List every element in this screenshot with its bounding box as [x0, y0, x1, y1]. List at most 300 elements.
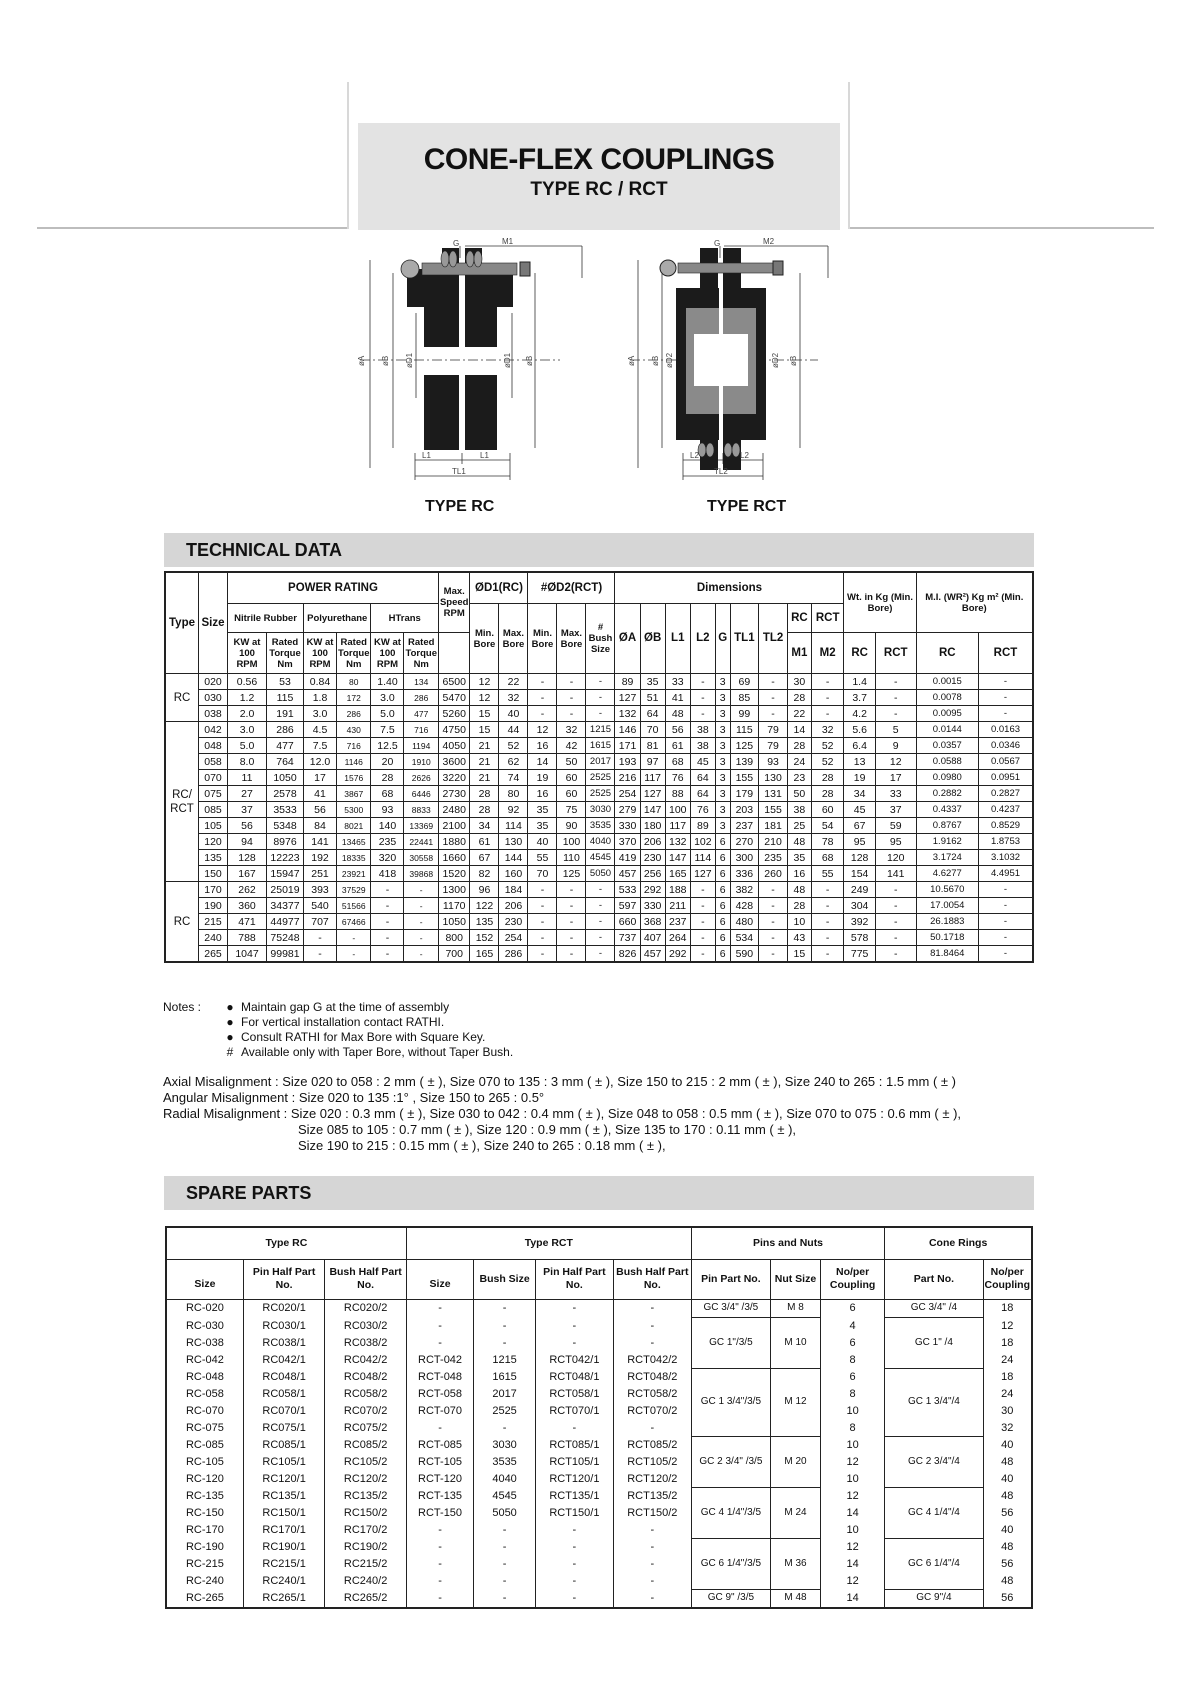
- pin-part-cell: GC 4 1/4"/3/5: [691, 1487, 770, 1538]
- tech-cell: 22: [499, 674, 528, 690]
- tech-cell: 764: [267, 754, 304, 770]
- tech-cell: -: [875, 898, 916, 914]
- tech-cell: 105: [199, 818, 228, 834]
- spare-row: [166, 1317, 1032, 1334]
- tech-cell: -: [404, 914, 438, 930]
- tech-cell: 62: [499, 754, 528, 770]
- tech-cell: 1194: [404, 738, 438, 754]
- cone-per-coupling-cell: 18: [983, 1334, 1032, 1351]
- tech-cell: 21: [470, 754, 499, 770]
- pins-per-coupling-cell: 12: [820, 1487, 884, 1504]
- tech-cell: 5.0: [228, 738, 267, 754]
- cone-per-coupling-cell: 48: [983, 1453, 1032, 1470]
- tech-cell: 3: [715, 706, 730, 722]
- svg-text:L1: L1: [422, 451, 431, 460]
- rc-bush-half-cell: RC135/2: [325, 1487, 407, 1504]
- col-type-rct: Type RCT: [406, 1227, 691, 1259]
- pins-per-coupling-cell: 12: [820, 1453, 884, 1470]
- rct-bush-half-cell: RCT042/2: [613, 1351, 691, 1368]
- tech-cell: -: [759, 930, 788, 946]
- tech-cell: -: [557, 882, 586, 898]
- note-text: For vertical installation contact RATHI.: [241, 1015, 445, 1029]
- tech-cell: 0.0144: [916, 722, 978, 738]
- tech-cell: 1146: [337, 754, 371, 770]
- tech-cell: 93: [371, 802, 404, 818]
- tech-cell: 533: [615, 882, 640, 898]
- col-type-rc: Type RC: [166, 1227, 406, 1259]
- col-rct-pin-half: Pin Half Part No.: [535, 1259, 613, 1299]
- tech-cell: 058: [199, 754, 228, 770]
- tech-cell: 15: [787, 946, 811, 963]
- cone-per-coupling-cell: 24: [983, 1351, 1032, 1368]
- spare-parts-table: [165, 1226, 1033, 1609]
- tech-cell: 1215: [586, 722, 615, 738]
- tech-cell: 6: [715, 850, 730, 866]
- tech-cell: 21: [470, 770, 499, 786]
- tech-cell: 2578: [267, 786, 304, 802]
- tech-cell: 64: [640, 706, 665, 722]
- tech-cell: 16: [787, 866, 811, 882]
- tech-cell: 82: [470, 866, 499, 882]
- col-min-bore: Min. Bore: [470, 604, 499, 674]
- tech-cell: 6: [715, 882, 730, 898]
- tech-cell: 59: [875, 818, 916, 834]
- tech-cell: 8833: [404, 802, 438, 818]
- tech-cell: 131: [759, 786, 788, 802]
- rct-size-cell: RCT-085: [406, 1436, 473, 1453]
- tech-cell: -: [528, 706, 557, 722]
- rc-size-cell: RC-170: [166, 1521, 243, 1538]
- tech-cell: 1047: [228, 946, 267, 963]
- spare-row: [166, 1589, 1032, 1608]
- tech-cell: 141: [875, 866, 916, 882]
- tech-cell: 64: [690, 786, 715, 802]
- tech-cell: -: [586, 930, 615, 946]
- rc-bush-half-cell: RC190/2: [325, 1538, 407, 1555]
- tech-cell: 6500: [438, 674, 470, 690]
- tech-cell: 37529: [337, 882, 371, 898]
- col-rct-bush-half: Bush Half Part No.: [613, 1259, 691, 1299]
- tech-cell: 52: [811, 738, 844, 754]
- tech-cell: 251: [304, 866, 337, 882]
- tech-cell: 69: [730, 674, 759, 690]
- rct-bush-half-cell: -: [613, 1317, 691, 1334]
- tech-cell: -: [528, 690, 557, 706]
- tech-cell: 9: [875, 738, 916, 754]
- tech-cell: 190: [199, 898, 228, 914]
- tech-cell: 1910: [404, 754, 438, 770]
- tech-cell: 3.0: [371, 690, 404, 706]
- col-max-bore: Max. Bore: [499, 604, 528, 674]
- tech-cell: -: [875, 946, 916, 963]
- col-mi-rct: RCT: [979, 633, 1034, 674]
- tech-cell: -: [811, 946, 844, 963]
- cone-part-cell: GC 4 1/4"/4: [885, 1487, 983, 1538]
- tech-cell: -: [371, 946, 404, 963]
- tech-cell: 0.0078: [916, 690, 978, 706]
- rct-pin-half-cell: RCT048/1: [535, 1368, 613, 1385]
- rct-bush-half-cell: RCT135/2: [613, 1487, 691, 1504]
- rc-bush-half-cell: RC048/2: [325, 1368, 407, 1385]
- tech-cell: 1880: [438, 834, 470, 850]
- tech-cell: 0.4337: [916, 802, 978, 818]
- tech-cell: 540: [304, 898, 337, 914]
- rct-size-cell: -: [406, 1538, 473, 1555]
- rc-size-cell: RC-048: [166, 1368, 243, 1385]
- tech-cell: -: [690, 930, 715, 946]
- svg-text:øD2: øD2: [665, 352, 674, 368]
- rc-pin-half-cell: RC030/1: [243, 1317, 325, 1334]
- col-min-bore-rct: Min. Bore: [528, 604, 557, 674]
- tech-cell: 114: [690, 850, 715, 866]
- rct-size-cell: -: [406, 1334, 473, 1351]
- tech-cell: 130: [499, 834, 528, 850]
- col-d1: ØD1(RC): [470, 572, 528, 604]
- tech-cell: 660: [615, 914, 640, 930]
- tech-cell: 37: [228, 802, 267, 818]
- tech-cell: 35: [528, 802, 557, 818]
- tech-cell: 50: [787, 786, 811, 802]
- technical-data-table: [164, 571, 1034, 963]
- tech-cell: 038: [199, 706, 228, 722]
- tech-cell: 1.8753: [979, 834, 1034, 850]
- tech-cell: 1.8: [304, 690, 337, 706]
- tech-cell: 100: [557, 834, 586, 850]
- note-text: Available only with Taper Bore, without Taper Bush.: [241, 1045, 514, 1059]
- rc-size-cell: RC-038: [166, 1334, 243, 1351]
- rct-bush-size-cell: -: [474, 1589, 536, 1608]
- tech-cell: 28: [811, 786, 844, 802]
- tech-cell: -: [371, 882, 404, 898]
- tech-cell: 30: [787, 674, 811, 690]
- cone-per-coupling-cell: 18: [983, 1368, 1032, 1385]
- rc-size-cell: RC-020: [166, 1299, 243, 1317]
- nut-size-cell: M 12: [770, 1368, 820, 1436]
- tech-cell: 716: [404, 722, 438, 738]
- tech-cell: 304: [844, 898, 875, 914]
- tech-cell: 6.4: [844, 738, 875, 754]
- tech-cell: 56: [665, 722, 690, 738]
- axial-misalignment: Axial Misalignment : Size 020 to 058 : 2 mm ( ± ), Size 070 to 135 : 3 mm ( ± ), Size 150 to 215 : 2 mm ( ± ), Size 240 to 265 : 1.5 mm ( ± ): [163, 1074, 956, 1089]
- rct-pin-half-cell: -: [535, 1538, 613, 1555]
- tech-cell: 597: [615, 898, 640, 914]
- note-bullet: ●: [226, 1030, 234, 1044]
- rc-size-cell: RC-042: [166, 1351, 243, 1368]
- tech-cell: 10: [787, 914, 811, 930]
- rct-bush-size-cell: 1215: [474, 1351, 536, 1368]
- col-cone-rings: Cone Rings: [885, 1227, 1032, 1259]
- tech-cell: -: [875, 706, 916, 722]
- rc-pin-half-cell: RC085/1: [243, 1436, 325, 1453]
- rct-size-cell: RCT-105: [406, 1453, 473, 1470]
- radial-misalignment: Radial Misalignment : Size 020 : 0.3 mm ( ± ), Size 030 to 042 : 0.4 mm ( ± ), Size 048 to 058 : 0.5 mm ( ± ), Size 070 to 075 : 0.6 mm ( ± ),: [163, 1106, 962, 1121]
- tech-cell: 6446: [404, 786, 438, 802]
- tech-cell: 78: [811, 834, 844, 850]
- rct-size-cell: -: [406, 1299, 473, 1317]
- tech-cell: 90: [557, 818, 586, 834]
- rc-pin-half-cell: RC170/1: [243, 1521, 325, 1538]
- tech-cell: -: [404, 898, 438, 914]
- tech-cell: 135: [199, 850, 228, 866]
- tech-cell: -: [371, 898, 404, 914]
- type-rct-label: TYPE RCT: [707, 498, 787, 515]
- rct-bush-size-cell: -: [474, 1299, 536, 1317]
- col-max-speed-unit: [438, 633, 470, 674]
- tech-cell: 42: [557, 738, 586, 754]
- note-text: Maintain gap G at the time of assembly: [241, 1000, 450, 1014]
- pin-part-cell: GC 3/4" /3/5: [691, 1299, 770, 1317]
- tech-cell: -: [979, 674, 1034, 690]
- tech-cell: -: [875, 882, 916, 898]
- nut-size-cell: M 48: [770, 1589, 820, 1608]
- tech-cell: 117: [665, 818, 690, 834]
- tech-cell: 25: [787, 818, 811, 834]
- tech-cell: 3030: [586, 802, 615, 818]
- tech-cell: 34: [470, 818, 499, 834]
- tech-cell: -: [690, 706, 715, 722]
- tech-cell: 165: [470, 946, 499, 963]
- tech-cell: 32: [499, 690, 528, 706]
- tech-cell: 270: [730, 834, 759, 850]
- tech-cell: 430: [337, 722, 371, 738]
- col-mi-rc: RC: [916, 633, 978, 674]
- rct-bush-half-cell: RCT120/2: [613, 1470, 691, 1487]
- tech-cell: 206: [499, 898, 528, 914]
- tech-cell: 15: [470, 706, 499, 722]
- col-dimensions: Dimensions: [615, 572, 844, 604]
- note-bullet: ●: [226, 1015, 234, 1029]
- rc-pin-half-cell: RC215/1: [243, 1555, 325, 1572]
- tech-cell: 79: [759, 722, 788, 738]
- col-power-rating: POWER RATING: [228, 572, 439, 604]
- tech-cell: 230: [499, 914, 528, 930]
- svg-text:TL1: TL1: [452, 467, 466, 476]
- rct-bush-size-cell: -: [474, 1572, 536, 1589]
- rc-pin-half-cell: RC020/1: [243, 1299, 325, 1317]
- tech-cell: 578: [844, 930, 875, 946]
- tech-row: [165, 946, 1033, 963]
- type-cell: RC: [165, 674, 199, 722]
- svg-text:øD1: øD1: [405, 352, 414, 368]
- note-text: Consult RATHI for Max Bore with Square Key.: [241, 1030, 486, 1044]
- tech-cell: 590: [730, 946, 759, 963]
- tech-cell: 115: [267, 690, 304, 706]
- tech-cell: 419: [615, 850, 640, 866]
- tech-cell: 3.0: [228, 722, 267, 738]
- type-rc-drawing: [350, 238, 600, 493]
- tech-cell: 84: [304, 818, 337, 834]
- tech-cell: 11: [228, 770, 267, 786]
- cone-per-coupling-cell: 48: [983, 1538, 1032, 1555]
- tech-cell: -: [759, 898, 788, 914]
- tech-cell: -: [875, 674, 916, 690]
- tech-cell: 34377: [267, 898, 304, 914]
- tech-cell: 0.0588: [916, 754, 978, 770]
- rc-bush-half-cell: RC265/2: [325, 1589, 407, 1608]
- rc-size-cell: RC-215: [166, 1555, 243, 1572]
- col-torque-nitrile: Rated Torque Nm: [267, 633, 304, 674]
- tech-cell: 32: [811, 722, 844, 738]
- tech-cell: 292: [640, 882, 665, 898]
- tech-cell: 0.0015: [916, 674, 978, 690]
- tech-cell: 150: [199, 866, 228, 882]
- tech-cell: 25019: [267, 882, 304, 898]
- cone-part-cell: GC 1" /4: [885, 1317, 983, 1368]
- tech-cell: -: [304, 930, 337, 946]
- tech-cell: 286: [267, 722, 304, 738]
- tech-cell: 1.2: [228, 690, 267, 706]
- pins-per-coupling-cell: 10: [820, 1402, 884, 1419]
- tech-cell: 33: [665, 674, 690, 690]
- tech-row: [165, 770, 1033, 786]
- tech-cell: 155: [730, 770, 759, 786]
- cone-per-coupling-cell: 56: [983, 1589, 1032, 1608]
- tech-cell: 92: [499, 802, 528, 818]
- tech-cell: 52: [811, 754, 844, 770]
- tech-cell: 2525: [586, 770, 615, 786]
- pin-part-cell: GC 1"/3/5: [691, 1317, 770, 1368]
- tech-cell: 192: [304, 850, 337, 866]
- tech-cell: -: [759, 882, 788, 898]
- rct-bush-size-cell: -: [474, 1334, 536, 1351]
- tech-cell: 254: [499, 930, 528, 946]
- rc-size-cell: RC-070: [166, 1402, 243, 1419]
- tech-cell: 12.0: [304, 754, 337, 770]
- tech-cell: -: [586, 690, 615, 706]
- col-torque-poly: Rated Torque Nm: [337, 633, 371, 674]
- tech-cell: -: [759, 914, 788, 930]
- rct-pin-half-cell: -: [535, 1334, 613, 1351]
- cone-part-cell: GC 3/4" /4: [885, 1299, 983, 1317]
- col-wt-rc: RC: [844, 633, 875, 674]
- tech-cell: 7.5: [304, 738, 337, 754]
- tech-cell: 95: [875, 834, 916, 850]
- tech-cell: -: [371, 930, 404, 946]
- tech-cell: 39868: [404, 866, 438, 882]
- pin-part-cell: GC 9" /3/5: [691, 1589, 770, 1608]
- tech-cell: 147: [665, 850, 690, 866]
- tech-cell: 41: [665, 690, 690, 706]
- tech-cell: 152: [470, 930, 499, 946]
- tech-cell: -: [759, 674, 788, 690]
- tech-cell: 0.0567: [979, 754, 1034, 770]
- rc-bush-half-cell: RC215/2: [325, 1555, 407, 1572]
- tech-cell: -: [337, 930, 371, 946]
- tech-cell: 3: [715, 786, 730, 802]
- notes: [163, 1000, 513, 1060]
- svg-text:øA: øA: [357, 355, 366, 366]
- tech-cell: 5050: [586, 866, 615, 882]
- tech-cell: 3.0: [304, 706, 337, 722]
- tech-cell: 28: [811, 770, 844, 786]
- tech-cell: 128: [844, 850, 875, 866]
- header-box: [358, 123, 840, 230]
- tech-cell: 110: [557, 850, 586, 866]
- tech-cell: 249: [844, 882, 875, 898]
- svg-text:L2: L2: [690, 451, 699, 460]
- tech-cell: 0.84: [304, 674, 337, 690]
- rc-pin-half-cell: RC075/1: [243, 1419, 325, 1436]
- tech-cell: 1660: [438, 850, 470, 866]
- tech-cell: -: [875, 930, 916, 946]
- tech-cell: 1050: [438, 914, 470, 930]
- col-g: G: [715, 604, 730, 674]
- tech-cell: -: [979, 946, 1034, 963]
- tech-cell: 4.4951: [979, 866, 1034, 882]
- tech-cell: -: [811, 914, 844, 930]
- tech-cell: -: [337, 946, 371, 963]
- tech-cell: 3533: [267, 802, 304, 818]
- tech-cell: 211: [665, 898, 690, 914]
- tech-cell: 32: [557, 722, 586, 738]
- rc-pin-half-cell: RC150/1: [243, 1504, 325, 1521]
- tech-cell: 048: [199, 738, 228, 754]
- tech-cell: 262: [228, 882, 267, 898]
- tech-cell: -: [528, 674, 557, 690]
- col-cone-part: Part No.: [885, 1259, 983, 1299]
- rc-pin-half-cell: RC038/1: [243, 1334, 325, 1351]
- rc-bush-half-cell: RC170/2: [325, 1521, 407, 1538]
- pin-part-cell: GC 2 3/4" /3/5: [691, 1436, 770, 1487]
- tech-cell: 120: [875, 850, 916, 866]
- tech-cell: 19: [528, 770, 557, 786]
- tech-cell: 477: [404, 706, 438, 722]
- pin-part-cell: GC 6 1/4"/3/5: [691, 1538, 770, 1589]
- rct-pin-half-cell: -: [535, 1521, 613, 1538]
- tech-cell: 115: [730, 722, 759, 738]
- rc-size-cell: RC-085: [166, 1436, 243, 1453]
- tech-cell: 3: [715, 690, 730, 706]
- tech-cell: 286: [337, 706, 371, 722]
- tech-cell: -: [811, 674, 844, 690]
- tech-cell: 2525: [586, 786, 615, 802]
- rct-pin-half-cell: -: [535, 1572, 613, 1589]
- technical-data-body: [165, 674, 1033, 963]
- col-rct: RCT: [811, 604, 844, 633]
- tech-cell: 737: [615, 930, 640, 946]
- tech-cell: 8021: [337, 818, 371, 834]
- cone-per-coupling-cell: 56: [983, 1504, 1032, 1521]
- rc-pin-half-cell: RC120/1: [243, 1470, 325, 1487]
- tech-cell: 52: [499, 738, 528, 754]
- tech-cell: 19: [844, 770, 875, 786]
- col-pins-nuts: Pins and Nuts: [691, 1227, 885, 1259]
- tech-cell: 457: [640, 946, 665, 963]
- rct-pin-half-cell: -: [535, 1299, 613, 1317]
- tech-cell: 534: [730, 930, 759, 946]
- rct-bush-size-cell: -: [474, 1538, 536, 1555]
- tech-cell: 700: [438, 946, 470, 963]
- tech-cell: 264: [665, 930, 690, 946]
- tech-cell: -: [557, 706, 586, 722]
- tech-cell: 99981: [267, 946, 304, 963]
- tech-cell: 240: [199, 930, 228, 946]
- tech-cell: 0.2827: [979, 786, 1034, 802]
- tech-cell: 5470: [438, 690, 470, 706]
- tech-cell: -: [586, 914, 615, 930]
- pins-per-coupling-cell: 12: [820, 1538, 884, 1555]
- tech-cell: 144: [499, 850, 528, 866]
- rct-pin-half-cell: RCT085/1: [535, 1436, 613, 1453]
- tech-cell: 154: [844, 866, 875, 882]
- tech-cell: -: [528, 946, 557, 963]
- tech-cell: 330: [640, 898, 665, 914]
- tech-cell: -: [979, 706, 1034, 722]
- svg-text:TL2: TL2: [714, 467, 728, 476]
- svg-text:øB: øB: [381, 355, 390, 366]
- col-tl2: TL2: [759, 604, 788, 674]
- tech-cell: 191: [267, 706, 304, 722]
